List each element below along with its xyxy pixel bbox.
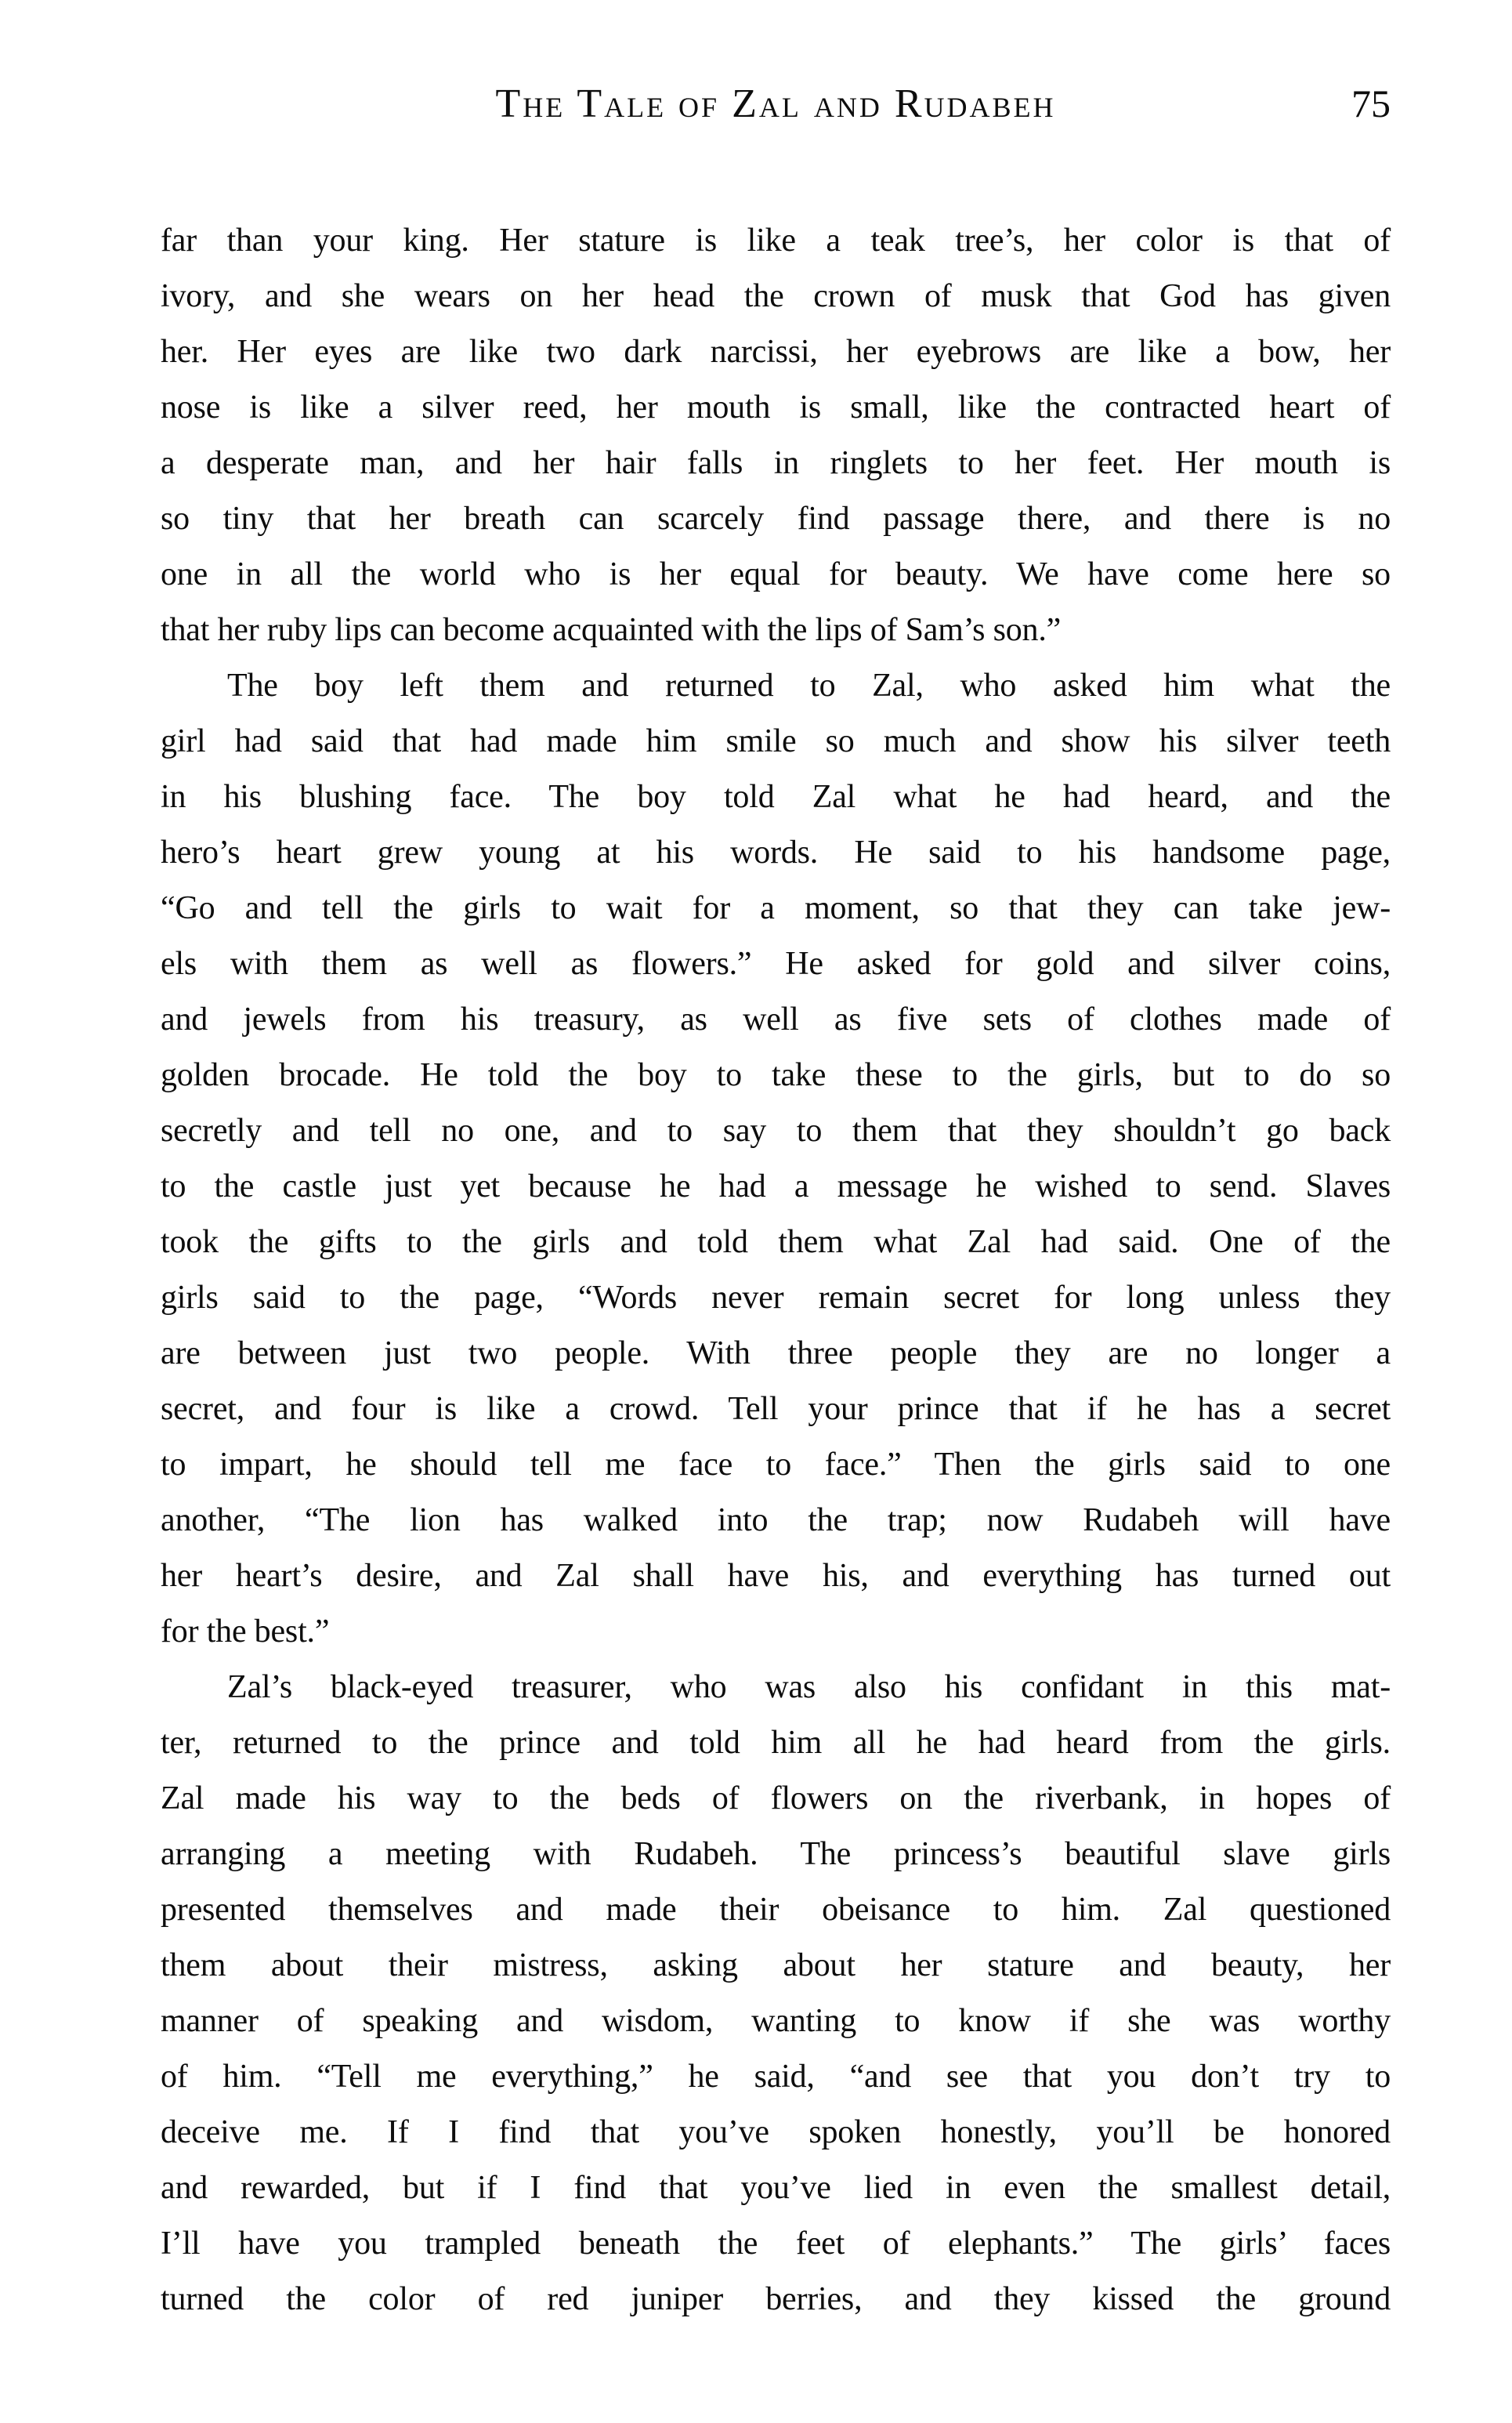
text-line: Zal’s black-eyed treasurer, who was also his confidant in this mat- (227, 1669, 1391, 1705)
running-header (161, 74, 1391, 133)
running-header-title: The Tale of Zal and Rudabeh (495, 81, 1056, 126)
text-line: in his blushing face. The boy told Zal what he had heard, and the (161, 779, 1391, 815)
text-line: secret, and four is like a crowd. Tell your prince that if he has a secret (161, 1391, 1391, 1427)
text-line: that her ruby lips can become acquainted with the lips of Sam’s son.” (161, 612, 1062, 648)
text-line: golden brocade. He told the boy to take these to the girls, but to do so (161, 1057, 1391, 1093)
text-line: to the castle just yet because he had a message he wished to send. Slaves (161, 1168, 1391, 1204)
text-line: and jewels from his treasury, as well as five sets of clothes made of (161, 1001, 1391, 1038)
text-line: arranging a meeting with Rudabeh. The princess’s beautiful slave girls (161, 1836, 1391, 1872)
text-line: so tiny that her breath can scarcely find passage there, and there is no (161, 501, 1391, 537)
text-line: to impart, he should tell me face to face.” Then the girls said to one (161, 1447, 1391, 1483)
text-column (161, 213, 1391, 2327)
page-number: 75 (1351, 81, 1391, 125)
text-line: The boy left them and returned to Zal, who asked him what the (227, 668, 1391, 704)
text-line: girl had said that had made him smile so much and show his silver teeth (161, 723, 1391, 759)
text-line: them about their mistress, asking about her stature and beauty, her (161, 1947, 1391, 1983)
text-line: els with them as well as flowers.” He asked for gold and silver coins, (161, 946, 1391, 982)
text-line: ter, returned to the prince and told him all he had heard from the girls. (161, 1725, 1391, 1761)
text-line: hero’s heart grew young at his words. He said to his handsome page, (161, 835, 1391, 871)
text-line: presented themselves and made their obeisance to him. Zal questioned (161, 1892, 1391, 1928)
text-line: turned the color of red juniper berries, and they kissed the ground (161, 2281, 1391, 2317)
text-line: nose is like a silver reed, her mouth is small, like the contracted heart of (161, 389, 1391, 426)
text-line: of him. “Tell me everything,” he said, “and see that you don’t try to (161, 2059, 1391, 2095)
text-line: girls said to the page, “Words never remain secret for long unless they (161, 1280, 1391, 1316)
text-line: Zal made his way to the beds of flowers on the riverbank, in hopes of (161, 1780, 1391, 1816)
text-line: “Go and tell the girls to wait for a moment, so that they can take jew- (161, 890, 1391, 926)
text-line: and rewarded, but if I find that you’ve lied in even the smallest detail, (161, 2170, 1391, 2206)
text-line: deceive me. If I find that you’ve spoken honestly, you’ll be honored (161, 2114, 1391, 2150)
text-line: one in all the world who is her equal for beauty. We have come here so (161, 556, 1391, 592)
text-line: are between just two people. With three people they are no longer a (161, 1335, 1391, 1371)
text-line: a desperate man, and her hair falls in ringlets to her feet. Her mouth is (161, 445, 1391, 481)
text-line: ivory, and she wears on her head the crown of musk that God has given (161, 278, 1391, 314)
text-line: I’ll have you trampled beneath the feet of elephants.” The girls’ faces (161, 2226, 1391, 2262)
text-line: took the gifts to the girls and told them what Zal had said. One of the (161, 1224, 1391, 1260)
text-line: her heart’s desire, and Zal shall have his, and everything has turned out (161, 1558, 1391, 1594)
text-line: far than your king. Her stature is like a teak tree’s, her color is that of (161, 223, 1391, 259)
text-line: secretly and tell no one, and to say to them that they shouldn’t go back (161, 1113, 1391, 1149)
text-line: her. Her eyes are like two dark narcissi, her eyebrows are like a bow, her (161, 334, 1391, 370)
text-line: manner of speaking and wisdom, wanting to know if she was worthy (161, 2003, 1391, 2039)
text-line: another, “The lion has walked into the trap; now Rudabeh will have (161, 1502, 1391, 1538)
text-line: for the best.” (161, 1614, 330, 1650)
